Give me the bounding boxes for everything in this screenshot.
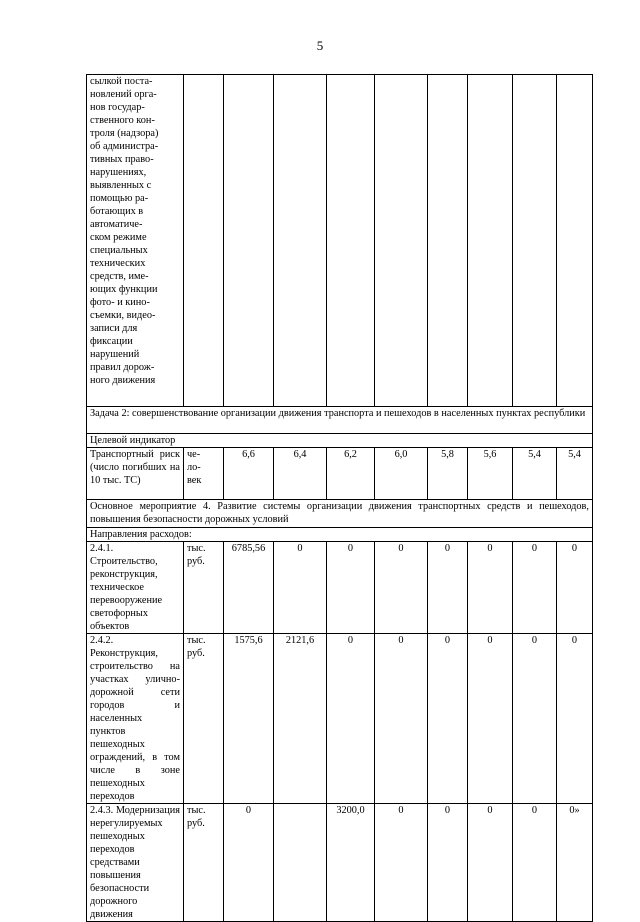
value-cell: 3200,0 <box>327 804 375 922</box>
value-cell: 6,4 <box>274 448 327 500</box>
item-label: 2.4.2. Реконструкция, строительство на участках улично-дорожной сети городов и населенных пунктов пешеходных ограждений, в том числе в зоне пешеходных переходов <box>87 634 184 804</box>
value-cell: 0 <box>513 804 557 922</box>
transport-risk-unit: че- ло- век <box>184 448 224 500</box>
task-2-text: Задача 2: совершенствование организации движения транспорта и пешеходов в населенных пунктах республики <box>87 407 593 434</box>
table-row <box>87 542 593 634</box>
table-row <box>87 75 593 407</box>
item-label: 2.4.3. Модернизация нерегулируемых пешеходных переходов средствами повышения безопасности дорожного движения <box>87 804 184 922</box>
value-cell: 0 <box>375 634 428 804</box>
value-cell: 2121,6 <box>274 634 327 804</box>
table-row <box>87 634 593 804</box>
value-cell <box>274 804 327 922</box>
value-cell: 0 <box>224 804 274 922</box>
value-cell: 5,4 <box>513 448 557 500</box>
value-cell: 6,6 <box>224 448 274 500</box>
value-cell: 0 <box>375 542 428 634</box>
table-row <box>87 804 593 922</box>
value-cell: 6785,56 <box>224 542 274 634</box>
row-label: сылкой поста- новлений орга- нов государ- ственного кон- троля (надзора) об администра- тивных право- нарушениях, выявленных с помощью ра- ботающих в автоматиче- ском режиме специальных технических средств, име- ющих функции фото- и кино- съемки, видео- записи для фиксации нарушений правил дорож- ного движения <box>87 75 184 407</box>
value-cell: 0 <box>468 542 513 634</box>
item-label: 2.4.1. Строительство, реконструкция, техническое перевооружение светофорных объектов <box>87 542 184 634</box>
value-cell: 0 <box>468 634 513 804</box>
expense-directions-label: Направления расходов: <box>87 528 593 542</box>
task-row <box>87 407 593 434</box>
value-cell: 0 <box>375 804 428 922</box>
main-event-4-text: Основное мероприятие 4. Развитие системы организации движения транспортных средств и пешеходов, повышения безопасности дорожных условий <box>87 500 593 528</box>
value-cell: 0 <box>557 542 593 634</box>
item-unit: тыс. руб. <box>184 634 224 804</box>
value-cell: 0 <box>428 804 468 922</box>
value-cell: 6,0 <box>375 448 428 500</box>
value-cell: 0 <box>428 542 468 634</box>
expense-directions-row <box>87 528 593 542</box>
value-cell: 0 <box>327 542 375 634</box>
transport-risk-row <box>87 448 593 500</box>
value-cell: 1575,6 <box>224 634 274 804</box>
main-event-row <box>87 500 593 528</box>
value-cell: 0 <box>468 804 513 922</box>
item-unit: тыс. руб. <box>184 542 224 634</box>
value-cell: 5,8 <box>428 448 468 500</box>
value-cell: 0 <box>428 634 468 804</box>
value-cell: 5,6 <box>468 448 513 500</box>
transport-risk-label: Транспортный риск (число погибших на 10 тыс. ТС) <box>87 448 184 500</box>
page-number: 5 <box>316 38 324 53</box>
target-indicator-row <box>87 434 593 448</box>
value-cell: 0 <box>274 542 327 634</box>
value-cell: 6,2 <box>327 448 375 500</box>
value-cell: 0 <box>513 542 557 634</box>
value-cell: 0 <box>327 634 375 804</box>
value-cell: 0» <box>557 804 593 922</box>
value-cell: 5,4 <box>557 448 593 500</box>
value-cell: 0 <box>513 634 557 804</box>
indicators-table <box>86 74 593 922</box>
target-indicator-label: Целевой индикатор <box>87 434 593 448</box>
item-unit: тыс. руб. <box>184 804 224 922</box>
value-cell: 0 <box>557 634 593 804</box>
